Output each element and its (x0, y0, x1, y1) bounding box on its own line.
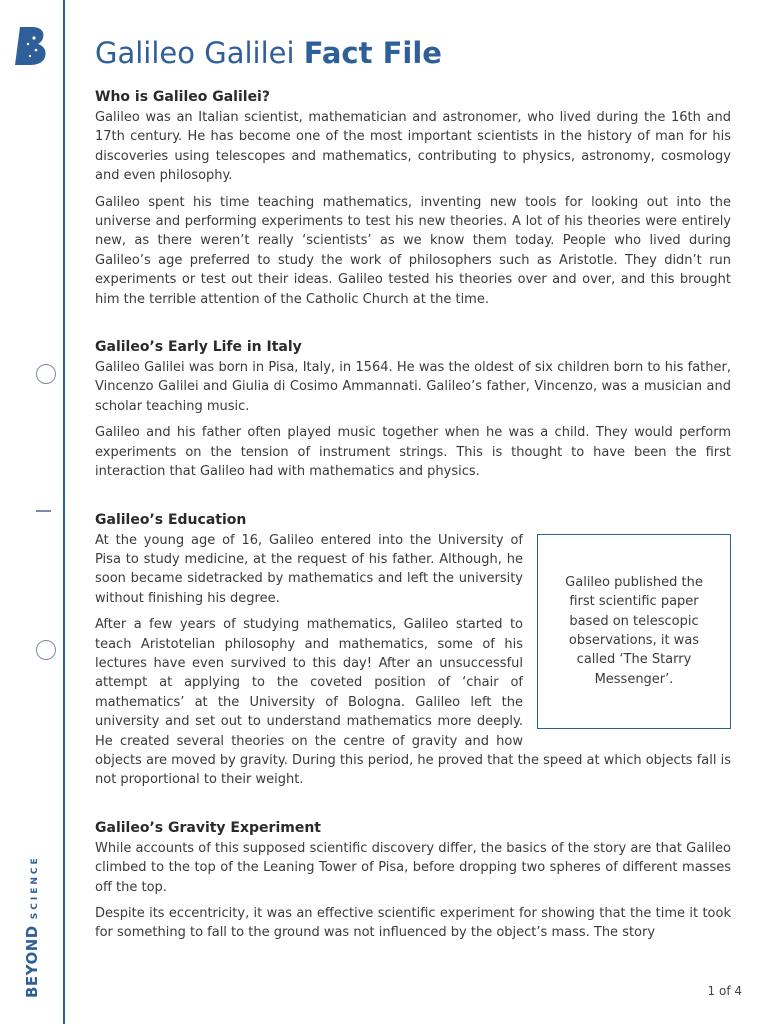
beyond-science-logo-icon (14, 26, 50, 66)
section-gravity-paragraph-2: Despite its eccentricity, it was an effective scientific experiment for showing that the time it took for something to fall to the ground was not influenced by the object’s mass. The story (95, 906, 731, 941)
page-title (95, 34, 731, 72)
punch-hole-top (36, 364, 56, 384)
brand-wordmark (22, 855, 41, 998)
section-education (95, 509, 731, 790)
fact-box-text: Galileo published the first scientific paper based on telescopic observations, it was called ‘The Starry Messenger’. (565, 574, 703, 687)
brand-word-science: SCIENCE (30, 855, 40, 920)
section-early-life (95, 336, 731, 481)
brand-word-beyond: BEYOND (23, 925, 41, 998)
section-gravity (95, 817, 731, 943)
section-early-life-paragraph-2: Galileo and his father often played music together when he was a child. They would perform experiments on the tension of instrument strings. This is thought to have been the first interaction that Galileo had with mathematics and physics. (95, 425, 731, 480)
page-title-bold: Fact File (303, 36, 442, 70)
fold-mark (36, 510, 51, 512)
section-who-paragraph-2: Galileo spent his time teaching mathematics, inventing new tools for looking out into the universe and performing experiments to test his new theories. A lot of his theories were entirely new, as there weren’t really ‘scientists’ as we know them today. People who lived during Galileo’s age preferred to study the work of philosophers such as Aristotle. They didn’t run experiments or test out their ideas. Galileo tested his theories over and over, and this brought him the terrible attention of the Catholic Church at the time. (95, 194, 731, 307)
section-who-heading: Who is Galileo Galilei? (95, 89, 270, 105)
section-gravity-heading: Galileo’s Gravity Experiment (95, 819, 321, 836)
section-gravity-paragraph-1: While accounts of this supposed scientific discovery differ, the basics of the story are that Galileo climbed to the top of the Leaning Tower of Pisa, before dropping two spheres of different masses off the top. (95, 840, 731, 895)
section-education-paragraph-2: After a few years of studying mathematics, Galileo started to teach Aristotelian philosophy and mathematics, some of his lectures have even survived to this day! After an unsuccessful attempt at applying to the coveted position of ‘chair of mathematics’ at the University of Bologna. Galileo left the university and set out to understand mathematics more deeply. He created several theories on the centre of gravity and how objects are moved by gravity. During this period, he proved that the speed at which objects fall is not proportional to their weight. (95, 617, 731, 788)
section-education-heading: Galileo’s Education (95, 511, 247, 528)
page-number: 1 of 4 (707, 984, 742, 998)
fact-box (537, 534, 731, 729)
margin-line (63, 0, 65, 1024)
section-education-paragraph-1: At the young age of 16, Galileo entered into the University of Pisa to study medicine, at the request of his father. Although, he soon became sidetracked by mathematics and left the university without finishing his degree. (95, 532, 523, 606)
section-early-life-paragraph-1: Galileo Galilei was born in Pisa, Italy, in 1564. He was the oldest of six children born to his father, Vincenzo Galilei and Giulia di Cosimo Ammannati. Galileo’s father, Vincenzo, was a musician and scholar teaching music. (95, 360, 731, 414)
page-title-light: Galileo Galilei (95, 36, 295, 70)
section-who-paragraph-1: Galileo was an Italian scientist, mathematician and astronomer, who lived during the 16th and 17th century. He has become one of the most important scientists in the history of man for his discoveries using telescopes and mathematics, contributing to physics, astronomy, cosmology and even philosophy. (95, 110, 731, 184)
section-who (95, 86, 731, 309)
section-early-life-heading: Galileo’s Early Life in Italy (95, 339, 302, 356)
punch-hole-bottom (36, 640, 56, 660)
document-body (95, 34, 731, 970)
